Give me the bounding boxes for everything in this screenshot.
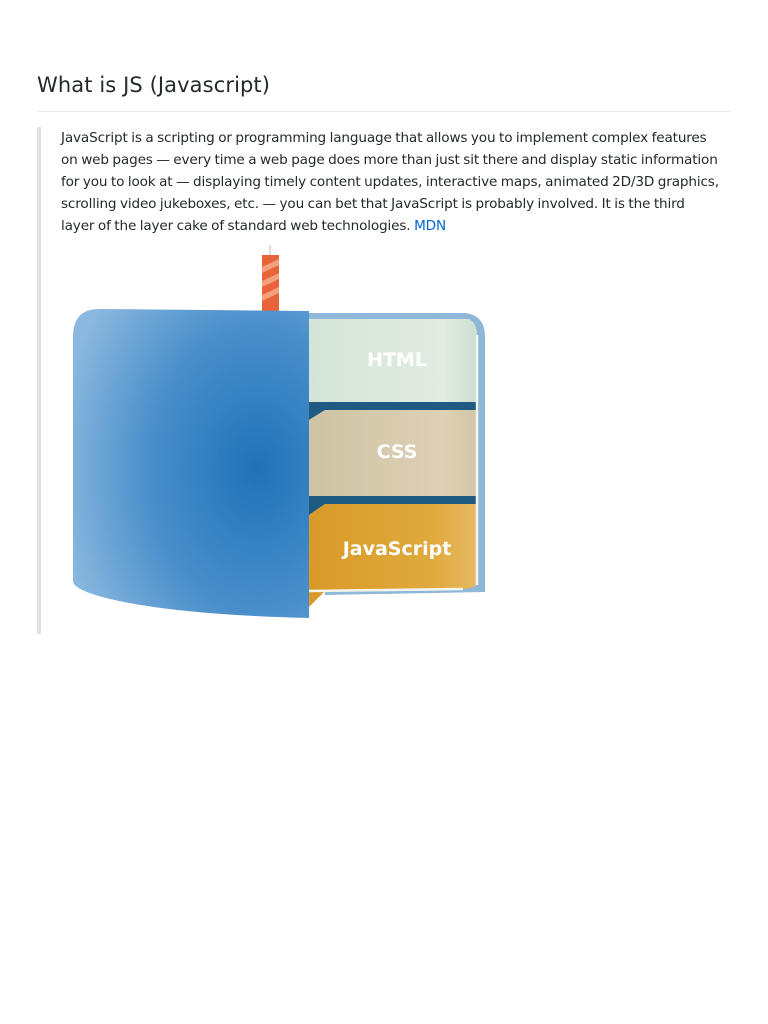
- layer-cake-svg: [67, 245, 487, 625]
- blockquote: [37, 127, 731, 634]
- candle: [262, 245, 279, 311]
- mdn-link[interactable]: MDN: [414, 218, 446, 234]
- article: [37, 68, 731, 634]
- layer-label-javascript: JavaScript: [342, 538, 452, 560]
- quote-text: [61, 127, 721, 237]
- layer-label-css: CSS: [376, 441, 418, 463]
- page-title: What is JS (Javascript): [37, 68, 731, 112]
- layer-cake-illustration: [67, 245, 487, 625]
- layer-label-html: HTML: [367, 349, 427, 371]
- quote-body: JavaScript is a scripting or programming language that allows you to implement complex features on web pages — every time a web page does more than just sit there and display static information for you to look at — displaying timely content updates, interactive maps, animated 2D/3D graphics, scrolling video jukeboxes, etc. — you can bet that JavaScript is probably involved. It is the third layer of the layer cake of standard web technologies.: [61, 130, 719, 234]
- cake-body: [73, 309, 309, 618]
